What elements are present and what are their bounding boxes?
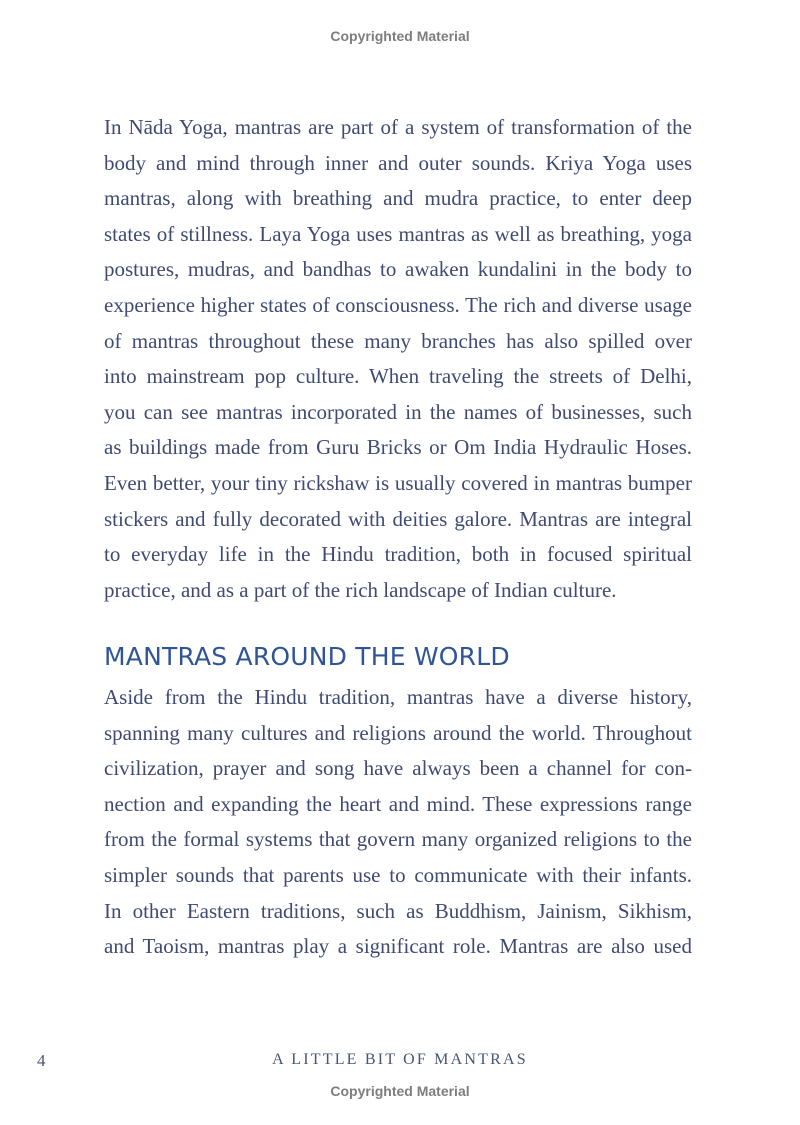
text-line: body and mind through inner and outer sounds. Kriya Yoga uses	[104, 150, 692, 175]
text-line: to everyday life in the Hindu tradition, both in focused spiritual	[104, 542, 692, 567]
text-line: Aside from the Hindu tradition, mantras have a diverse history,	[104, 685, 692, 709]
copyright-watermark-bottom: Copyrighted Material	[330, 1083, 470, 1099]
page-number: 4	[37, 1051, 46, 1070]
running-title: A LITTLE BIT OF MANTRAS	[272, 1051, 528, 1068]
text-line: civilization, prayer and song have always been a channel for con-	[104, 756, 692, 781]
text-line: experience higher states of consciousness. The rich and diverse usage	[104, 292, 692, 317]
text-line: into mainstream pop culture. When traveling the streets of Delhi,	[104, 364, 692, 389]
text-line: nection and expanding the heart and mind. These expressions range	[104, 791, 692, 816]
text-line: stickers and fully decorated with deities galore. Mantras are integral	[104, 506, 692, 531]
text-line: practice, and as a part of the rich landscape of Indian culture.	[104, 577, 617, 602]
copyright-watermark-top: Copyrighted Material	[330, 28, 470, 44]
text-line: of mantras throughout these many branches has also spilled over	[104, 328, 692, 353]
body-paragraph-2	[104, 680, 692, 965]
text-line: mantras, along with breathing and mudra practice, to enter deep	[104, 186, 692, 211]
text-line: states of stillness. Laya Yoga uses mantras as well as breathing, yoga	[104, 221, 692, 246]
text-line: postures, mudras, and bandhas to awaken kundalini in the body to	[104, 257, 692, 282]
text-line: spanning many cultures and religions around the world. Throughout	[104, 720, 692, 745]
text-line: simpler sounds that parents use to communicate with their infants.	[104, 862, 692, 887]
text-line: In other Eastern traditions, such as Buddhism, Jainism, Sikhism,	[104, 898, 692, 923]
text-line: Even better, your tiny rickshaw is usually covered in mantras bumper	[104, 470, 692, 495]
text-line: you can see mantras incorporated in the names of businesses, such	[104, 399, 692, 424]
text-line: and Taoism, mantras play a significant role. Mantras are also used	[104, 934, 692, 959]
text-line: In Nāda Yoga, mantras are part of a system of transformation of the	[104, 115, 692, 139]
text-line: as buildings made from Guru Bricks or Om India Hydraulic Hoses.	[104, 435, 692, 460]
text-line: from the formal systems that govern many organized religions to the	[104, 827, 692, 852]
section-heading: MANTRAS AROUND THE WORLD	[104, 642, 510, 671]
body-paragraph-1	[104, 110, 692, 608]
